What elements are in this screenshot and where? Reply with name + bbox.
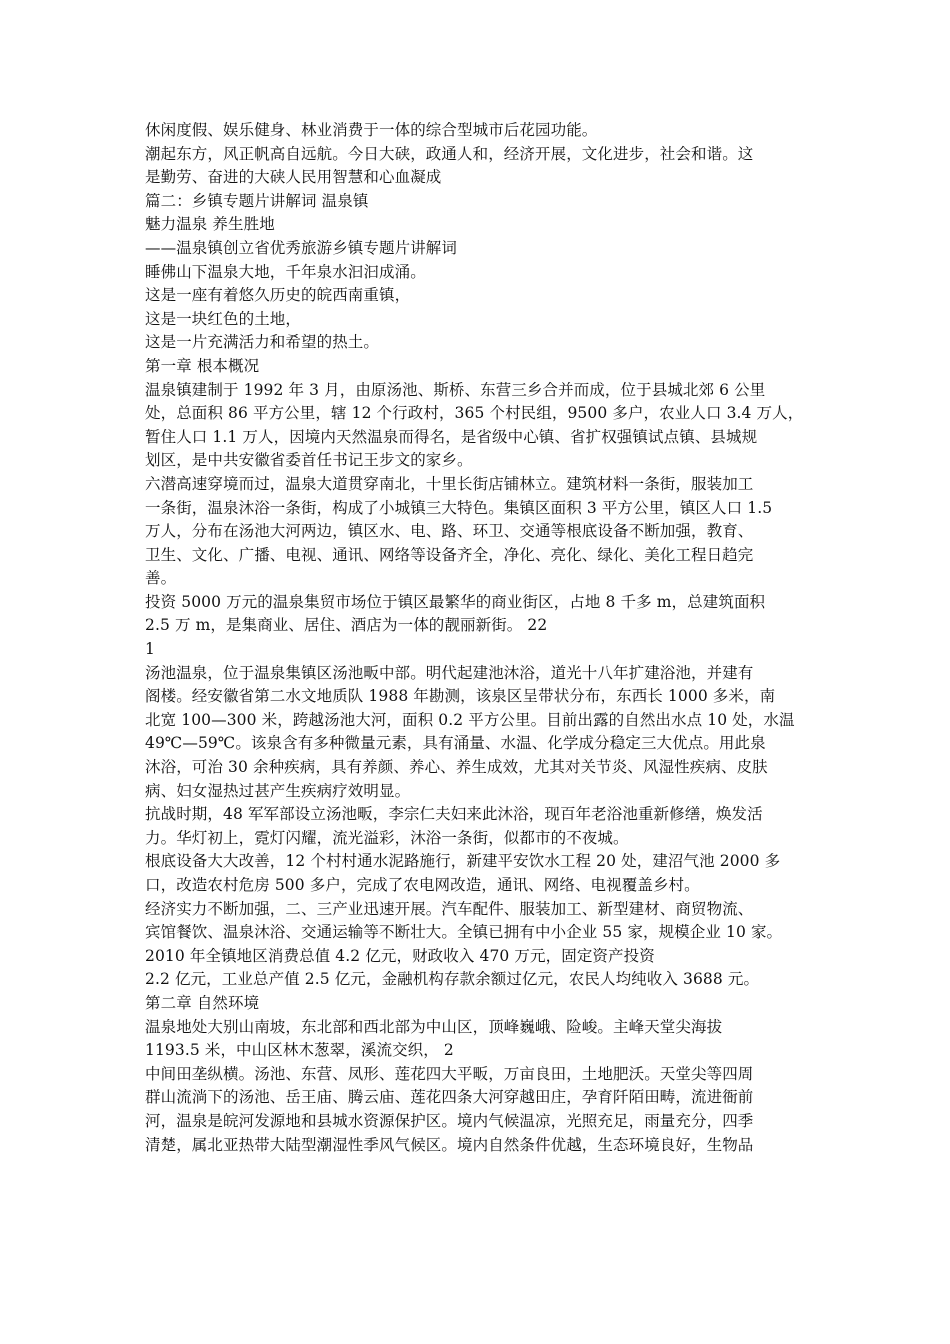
text-line: 中间田垄纵横。汤池、东营、凤形、莲花四大平畈，万亩良田，土地肥沃。天堂尖等四周 bbox=[145, 1064, 754, 1083]
text-line: 河，温泉是皖河发源地和县城水资源保护区。境内气候温凉，光照充足，雨量充分，四季 bbox=[145, 1111, 754, 1130]
text-line: 潮起东方，风正帆高自远航。今日大硖，政通人和，经济开展，文化进步，社会和谐。这 bbox=[145, 144, 754, 163]
text-line: 口，改造农村危房 500 多户，完成了农电网改造，通讯、网络、电视覆盖乡村。 bbox=[145, 876, 700, 894]
text-line: 暂住人口 1.1 万人，因境内天然温泉而得名，是省级中心镇、省扩权强镇试点镇、县城规 bbox=[145, 427, 758, 446]
chapter-heading: 第一章 根本概况 bbox=[145, 356, 260, 375]
text-line: 是勤劳、奋进的大硖人民用智慧和心血凝成 bbox=[145, 168, 442, 187]
text-line: 经济实力不断加强，二、三产业迅速开展。汽车配件、服装加工、新型建材、商贸物流、 bbox=[145, 899, 754, 918]
text-line: 2.5 万 m，是集商业、居住、酒店为一体的靓丽新街。 22 bbox=[145, 616, 548, 635]
text-line: 力。华灯初上，霓灯闪耀，流光溢彩，沐浴一条街，似都市的不夜城。 bbox=[145, 828, 629, 847]
section-heading: 篇二：乡镇专题片讲解词 温泉镇 bbox=[145, 191, 369, 210]
text-line: ——温泉镇创立省优秀旅游乡镇专题片讲解词 bbox=[145, 238, 458, 257]
text-line: 处，总面积 86 平方公里，辖 12 个行政村，365 个村民组，9500 多户，农业人口 3.4 万人， bbox=[145, 404, 804, 423]
text-line: 宾馆餐饮、温泉沐浴、交通运输等不断壮大。全镇已拥有中小企业 55 家，规模企业 10 家。 bbox=[145, 923, 783, 942]
text-line: 划区，是中共安徽省委首任书记王步文的家乡。 bbox=[145, 451, 473, 470]
text-line: 善。 bbox=[145, 569, 177, 588]
text-line: 清楚，属北亚热带大陆型潮湿性季风气候区。境内自然条件优越，生态环境良好，生物品 bbox=[145, 1135, 754, 1154]
text-line: 这是一块红色的土地， bbox=[145, 309, 302, 328]
text-line: 沐浴，可治 30 余种疾病，具有养颜、养心、养生成效，尤其对关节炎、风湿性疾病、皮肤 bbox=[145, 758, 768, 777]
text-line: 2010 年全镇地区消费总值 4.2 亿元，财政收入 470 万元，固定资产投资 bbox=[145, 946, 655, 965]
text-line: 汤池温泉，位于温泉集镇区汤池畈中部。明代起建池沐浴，道光十八年扩建浴池，并建有 bbox=[145, 663, 754, 682]
text-line: 阁楼。经安徽省第二水文地质队 1988 年勘测，该泉区呈带状分布，东西长 1000 多米，南 bbox=[145, 687, 776, 706]
text-line: 魅力温泉 养生胜地 bbox=[145, 215, 275, 234]
text-line: 1193.5 米，中山区林木葱翠，溪流交织， 2 bbox=[145, 1041, 454, 1060]
chapter-heading: 第二章 自然环境 bbox=[145, 993, 260, 1012]
text-line: 这是一片充满活力和希望的热土。 bbox=[145, 333, 380, 352]
text-line: 投资 5000 万元的温泉集贸市场位于镇区最繁华的商业街区，占地 8 千多 m，总建筑面积 bbox=[145, 592, 766, 611]
text-line: 2.2 亿元，工业总产值 2.5 亿元，金融机构存款余额过亿元，农民人均纯收入 3688 元。 bbox=[145, 970, 760, 989]
text-line: 一条街，温泉沐浴一条街，构成了小城镇三大特色。集镇区面积 3 平方公里，镇区人口 1.5 bbox=[145, 498, 773, 517]
text-line: 温泉地处大别山南坡，东北部和西北部为中山区，顶峰巍峨、险峻。主峰天堂尖海拔 bbox=[145, 1017, 723, 1036]
text-line: 睡佛山下温泉大地，千年泉水汩汩成涌。 bbox=[145, 262, 426, 281]
text-line: 抗战时期，48 军军部设立汤池畈，李宗仁夫妇来此沐浴，现百年老浴池重新修缮，焕发活 bbox=[145, 805, 763, 824]
text-line: 休闲度假、娱乐健身、林业消费于一体的综合型城市后花园功能。 bbox=[145, 121, 598, 139]
page-number: 1 bbox=[145, 640, 155, 659]
text-line: 这是一座有着悠久历史的皖西南重镇， bbox=[145, 286, 411, 305]
text-line: 卫生、文化、广播、电视、通讯、网络等设备齐全，净化、亮化、绿化、美化工程日趋完 bbox=[145, 545, 754, 564]
text-line: 万人，分布在汤池大河两边，镇区水、电、路、环卫、交通等根底设备不断加强，教育、 bbox=[145, 522, 754, 541]
text-line: 六潜高速穿境而过，温泉大道贯穿南北，十里长街店铺林立。建筑材料一条街，服装加工 bbox=[145, 474, 754, 493]
text-line: 49℃—59℃。该泉含有多种微量元素，具有涌量、水温、化学成分稳定三大优点。用此泉 bbox=[145, 734, 766, 753]
text-line: 病、妇女湿热过甚产生疾病疗效明显。 bbox=[145, 781, 411, 800]
text-line: 温泉镇建制于 1992 年 3 月，由原汤池、斯桥、东营三乡合并而成，位于县城北郊 6 公里 bbox=[145, 380, 766, 399]
text-line: 北宽 100—300 米，跨越汤池大河，面积 0.2 平方公里。目前出露的自然出水点 10 处，水温 bbox=[145, 710, 795, 729]
text-line: 群山流淌下的汤池、岳王庙、腾云庙、莲花四条大河穿越田庄，孕育阡陌田畴，流进衙前 bbox=[145, 1088, 754, 1107]
text-line: 根底设备大大改善，12 个村村通水泥路施行，新建平安饮水工程 20 处，建沼气池 2000 多 bbox=[145, 852, 781, 871]
document-page bbox=[145, 119, 825, 1157]
